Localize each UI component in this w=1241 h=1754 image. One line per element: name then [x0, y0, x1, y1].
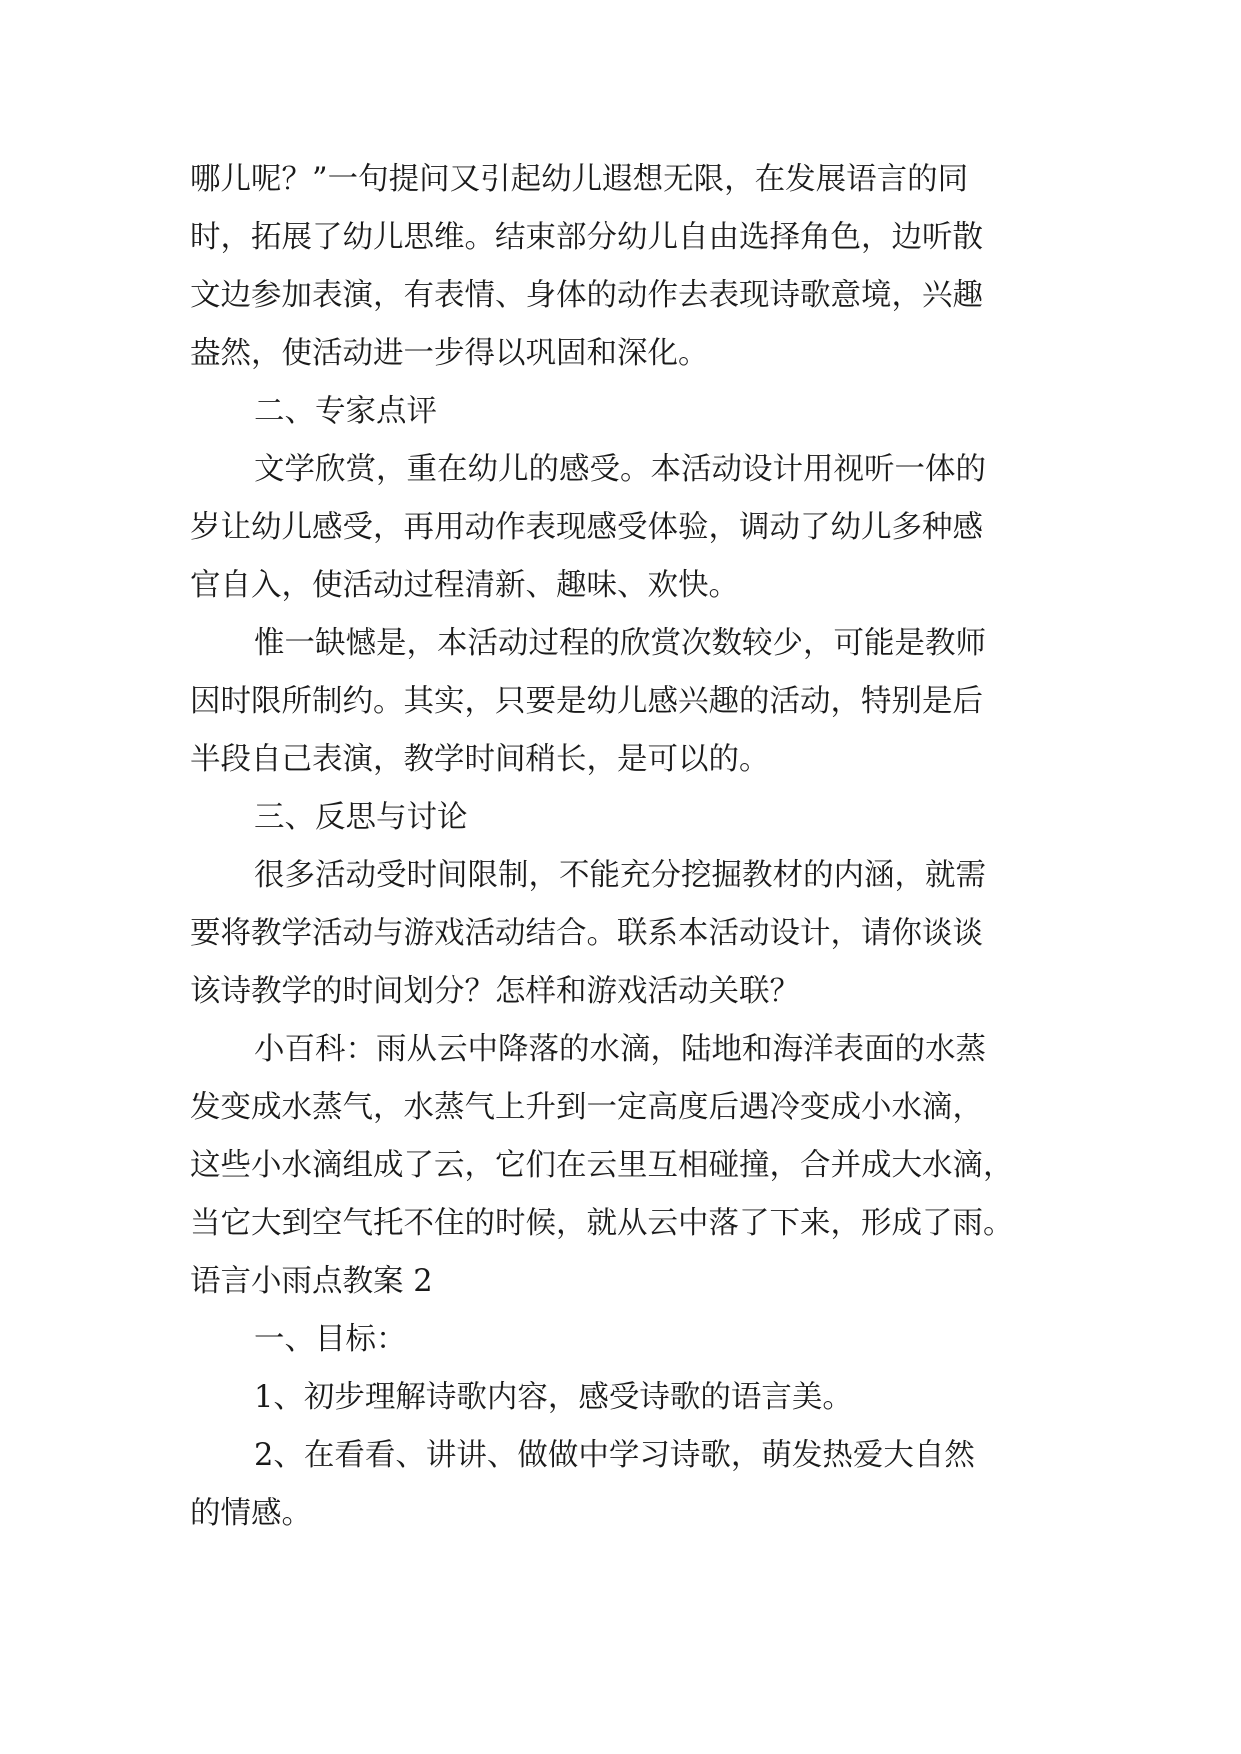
text-line: 要将教学活动与游戏活动结合。联系本活动设计，请你谈谈 [190, 916, 983, 951]
list-item: 2、在看看、讲讲、做做中学习诗歌，萌发热爱大自然 [254, 1438, 975, 1473]
list-item: 1、初步理解诗歌内容，感受诗歌的语言美。 [254, 1380, 853, 1415]
text-line: 该诗教学的时间划分？怎样和游戏活动关联？ [190, 974, 800, 1009]
text-line: 惟一缺憾是，本活动过程的欣赏次数较少，可能是教师 [254, 626, 986, 661]
text-line: 时，拓展了幼儿思维。结束部分幼儿自由选择角色，边听散 [190, 220, 983, 255]
section-heading: 一、目标： [254, 1322, 407, 1357]
text-line: 的情感。 [190, 1496, 312, 1531]
text-line: 很多活动受时间限制，不能充分挖掘教材的内涵，就需 [254, 858, 986, 893]
text-line: 半段自己表演，教学时间稍长，是可以的。 [190, 742, 770, 777]
text-line: 当它大到空气托不住的时候，就从云中落了下来，形成了雨。 [190, 1206, 1014, 1241]
section-heading: 三、反思与讨论 [254, 800, 468, 835]
text-line: 因时限所制约。其实，只要是幼儿感兴趣的活动，特别是后 [190, 684, 983, 719]
text-line: 发变成水蒸气，水蒸气上升到一定高度后遇冷变成小水滴， [190, 1090, 983, 1125]
text-line: 哪儿呢？”一句提问又引起幼儿遐想无限，在发展语言的同 [190, 162, 969, 197]
document-title: 语言小雨点教案 2 [190, 1264, 433, 1299]
text-line: 这些小水滴组成了云，它们在云里互相碰撞，合并成大水滴， [190, 1148, 1014, 1183]
text-line: 文学欣赏，重在幼儿的感受。本活动设计用视听一体的 [254, 452, 986, 487]
section-heading: 二、专家点评 [254, 394, 437, 429]
text-line: 官自入，使活动过程清新、趣味、欢快。 [190, 568, 739, 603]
text-line: 岁让幼儿感受，再用动作表现感受体验，调动了幼儿多种感 [190, 510, 983, 545]
text-line: 盎然，使活动进一步得以巩固和深化。 [190, 336, 709, 371]
text-line: 小百科：雨从云中降落的水滴，陆地和海洋表面的水蒸 [254, 1032, 986, 1067]
text-line: 文边参加表演，有表情、身体的动作去表现诗歌意境，兴趣 [190, 278, 983, 313]
